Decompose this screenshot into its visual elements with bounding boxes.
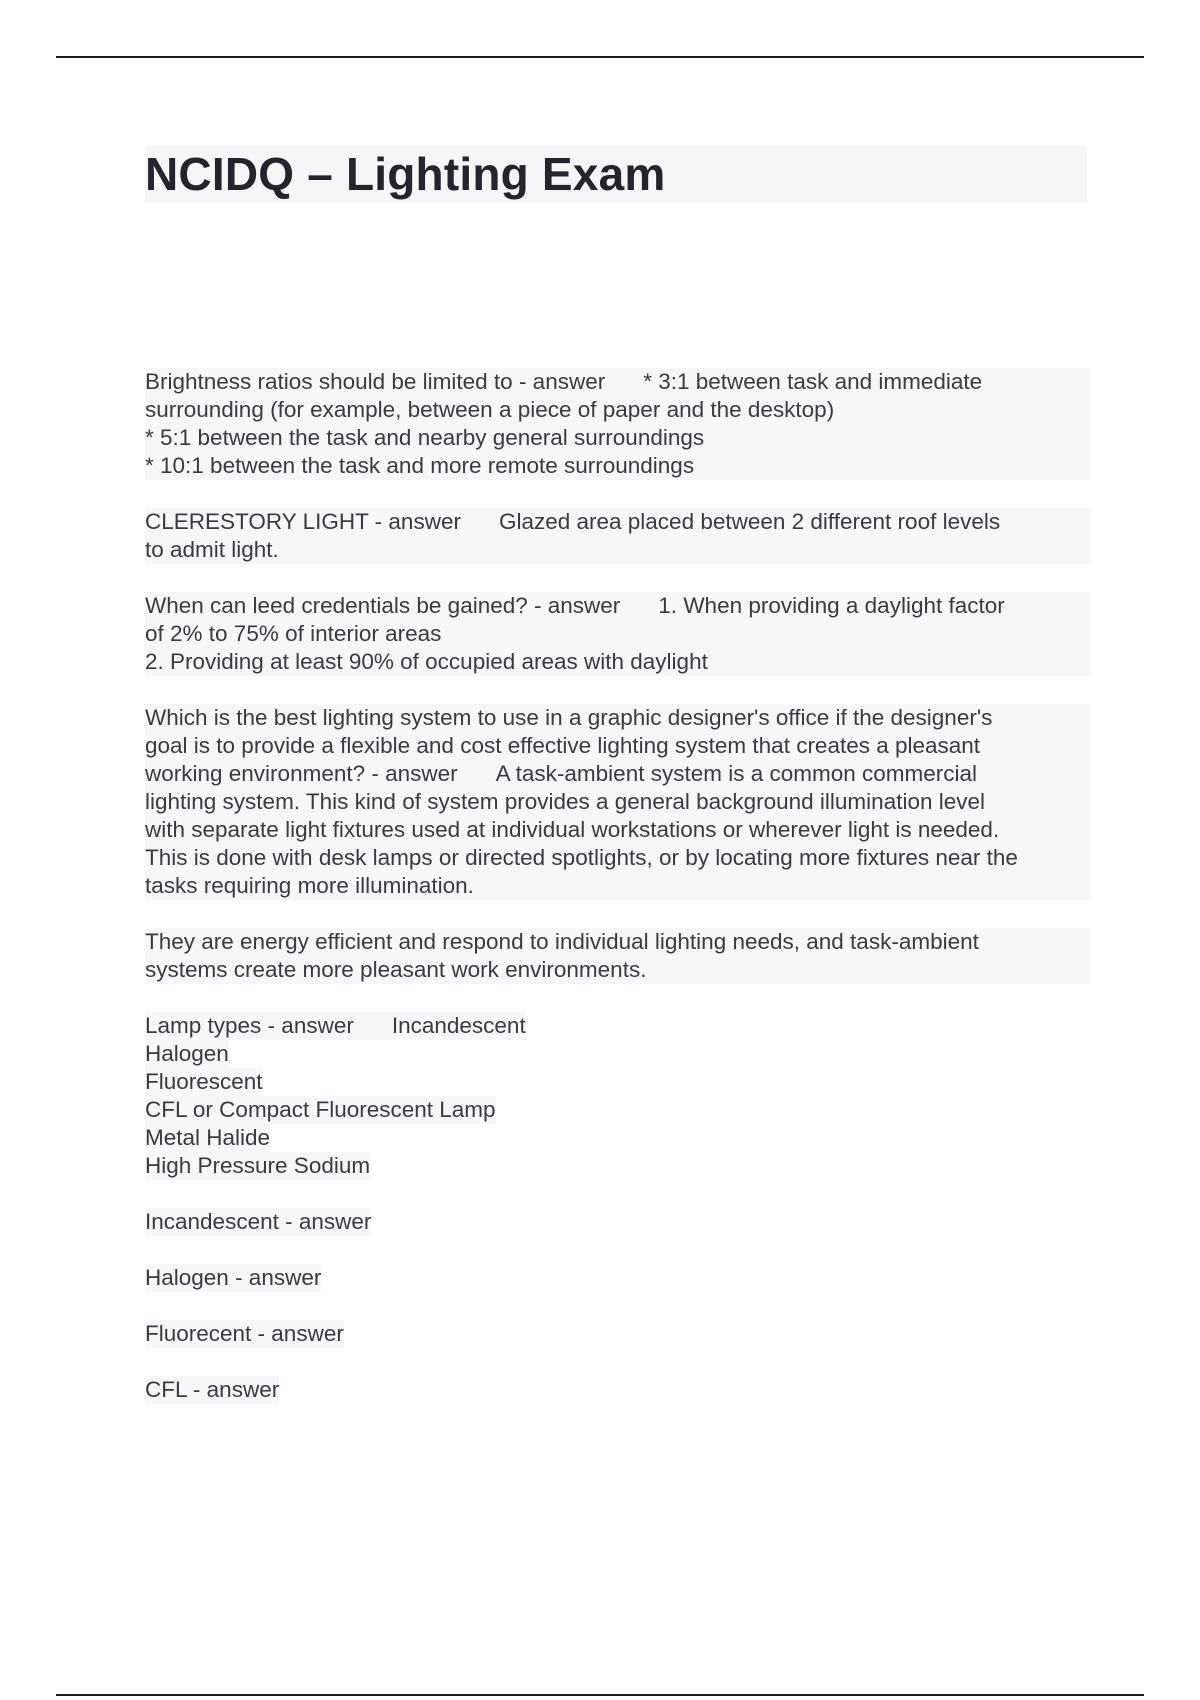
- flashcard-lamp-types: [145, 1012, 1090, 1180]
- flashcard-halogen: [145, 1264, 1090, 1292]
- list-item: CFL or Compact Fluorescent Lamp: [145, 1097, 496, 1122]
- question-text: Which is the best lighting system to use in a graphic designer's office if the designer's: [145, 705, 993, 730]
- answer-text: with separate light fixtures used at individual workstations or wherever light is needed.: [145, 817, 1000, 842]
- question-text: goal is to provide a flexible and cost effective lighting system that creates a pleasant: [145, 733, 981, 758]
- question-text: CLERESTORY LIGHT - answer: [145, 509, 461, 534]
- list-item: High Pressure Sodium: [145, 1153, 371, 1178]
- answer-text: * 5:1 between the task and nearby general surroundings: [145, 425, 705, 450]
- question-text: Brightness ratios should be limited to - answer: [145, 369, 606, 394]
- flashcard-energy: [145, 928, 1090, 984]
- answer-text: 1. When providing a daylight factor: [658, 593, 1005, 618]
- flashcard-line: [145, 1012, 526, 1040]
- answer-text: 2. Providing at least 90% of occupied areas with daylight: [145, 649, 708, 674]
- answer-text: They are energy efficient and respond to individual lighting needs, and task-ambient: [145, 929, 979, 954]
- flashcard-incandescent: [145, 1208, 1090, 1236]
- answer-text: surrounding (for example, between a piece of paper and the desktop): [145, 397, 835, 422]
- top-rule: [56, 56, 1144, 58]
- flashcard-fluorecent: [145, 1320, 1090, 1348]
- bottom-rule: [56, 1694, 1144, 1696]
- question-text: Incandescent - answer: [145, 1209, 372, 1234]
- answer-text: Glazed area placed between 2 different roof levels: [498, 509, 1001, 534]
- question-text: Halogen - answer: [145, 1265, 322, 1290]
- flashcard-leed: [145, 592, 1090, 676]
- list-item: Metal Halide: [145, 1125, 271, 1150]
- flashcard-clerestory: [145, 508, 1090, 564]
- flashcard-line: [145, 368, 1090, 396]
- answer-text: This is done with desk lamps or directed spotlights, or by locating more fixtures near the: [145, 845, 1018, 870]
- flashcard-cfl: [145, 1376, 1090, 1404]
- answer-text: of 2% to 75% of interior areas: [145, 621, 442, 646]
- flashcard-line: [145, 508, 1090, 536]
- answer-text: Incandescent: [391, 1013, 526, 1038]
- list-item: Halogen: [145, 1041, 229, 1066]
- list-item: Fluorescent: [145, 1069, 263, 1094]
- answer-text: lighting system. This kind of system provides a general background illumination level: [145, 789, 986, 814]
- question-text: Fluorecent - answer: [145, 1321, 344, 1346]
- answer-text: * 3:1 between task and immediate: [643, 369, 983, 394]
- question-text: When can leed credentials be gained? - answer: [145, 593, 621, 618]
- page-title: NCIDQ – Lighting Exam: [145, 148, 666, 200]
- flashcard-list: [145, 368, 1090, 1432]
- flashcard-graphic-designer: [145, 704, 1090, 900]
- flashcard-line: [145, 592, 1090, 620]
- question-text: working environment? - answer: [145, 761, 458, 786]
- question-text: Lamp types - answer: [145, 1013, 354, 1038]
- answer-text: * 10:1 between the task and more remote surroundings: [145, 453, 695, 478]
- flashcard-line: [145, 760, 1090, 788]
- question-text: CFL - answer: [145, 1377, 280, 1402]
- flashcard-brightness: [145, 368, 1090, 480]
- answer-text: A task-ambient system is a common commercial: [495, 761, 978, 786]
- answer-text: to admit light.: [145, 537, 279, 562]
- answer-text: systems create more pleasant work environments.: [145, 957, 647, 982]
- answer-text: tasks requiring more illumination.: [145, 873, 474, 898]
